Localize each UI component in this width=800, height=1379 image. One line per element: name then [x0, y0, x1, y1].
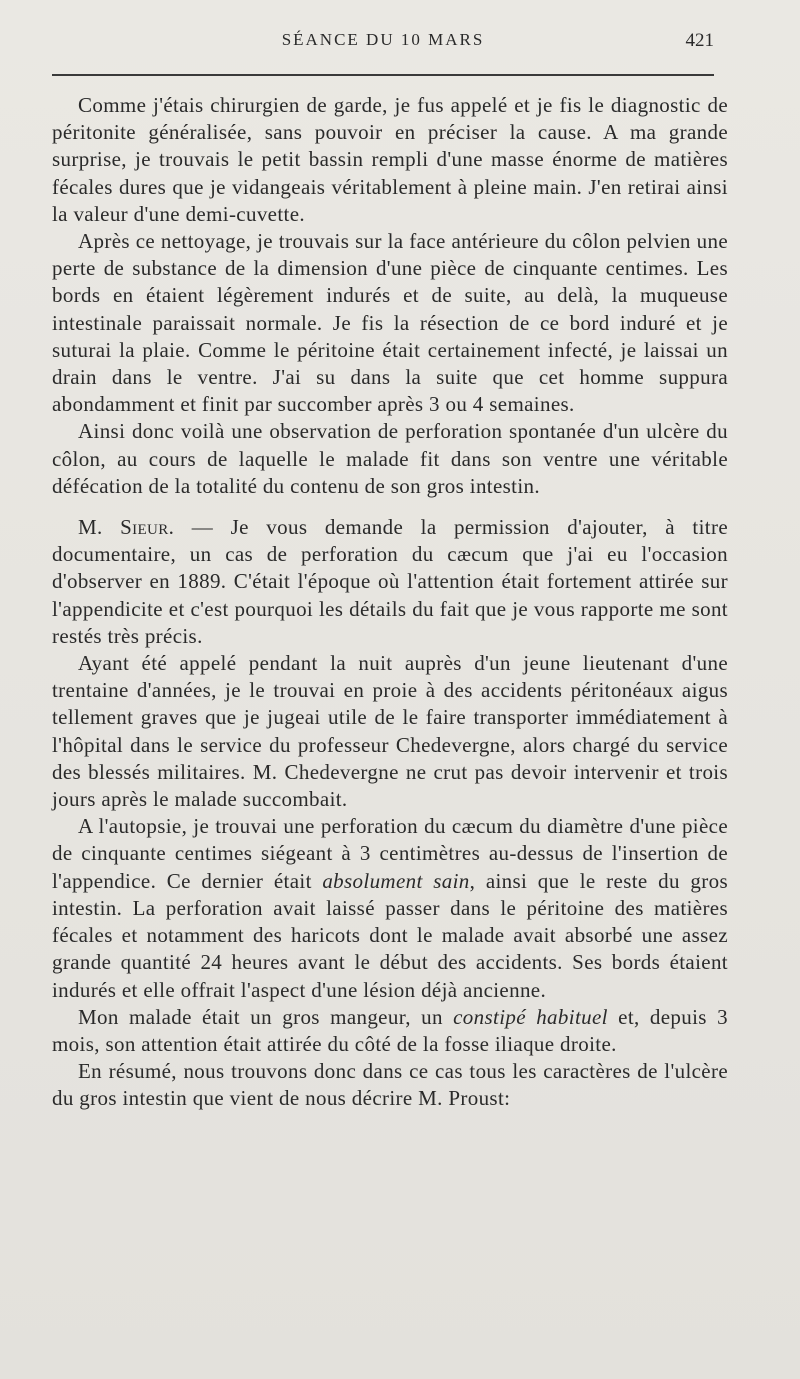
header-rule — [52, 74, 714, 76]
speaker-name: M. Sieur. — [78, 515, 175, 540]
running-head: SÉANCE DU 10 MARS — [281, 30, 485, 49]
paragraph-3 — [52, 418, 728, 500]
paragraph-text: En résumé, nous trouvons donc dans ce cas tous les caractères de l'ulcère du gros intestin que vient de nous décrire M. Proust: — [52, 1059, 728, 1111]
paragraph-8 — [52, 1058, 728, 1112]
article-body — [52, 92, 728, 1113]
italic-phrase: constipé habituel — [453, 1004, 608, 1029]
paragraph-2 — [52, 228, 728, 418]
page-number: 421 — [685, 30, 714, 51]
paragraph-text: Après ce nettoyage, je trouvais sur la face antérieure du côlon pelvien une perte de substance de la dimension d'une pièce de cinquante centimes. Les bords en étaient légèrement indurés et de suite, au delà, la muqueuse intestinale paraissait normale. Je fis la résection de ce bord induré et je suturai la plaie. Comme le péritoine était certainement infecté, je laissai un drain dans le ventre. J'ai su dans la suite que cet homme suppura abondamment et finit par succomber après 3 ou 4 semaines. — [52, 229, 728, 417]
paragraph-text: et, depuis 3 mois, son attention était attirée du côté de la fosse iliaque droite. — [52, 1004, 728, 1056]
paragraph-text: Mon malade était un gros mangeur, un — [78, 1004, 454, 1029]
paragraph-6 — [52, 813, 728, 1003]
paragraph-text: Comme j'étais chirurgien de garde, je fus appelé et je fis le diagnostic de péritonite généralisée, sans pouvoir en préciser la cause. A ma grande surprise, je trouvais le petit bassin rempli d'une masse énorme de matières fécales dures que je vidangeais véritablement à pleine main. J'en retirai ainsi la valeur d'une demi-cuvette. — [52, 93, 728, 226]
paragraph-text: — Je vous demande la permission d'ajouter, à titre documentaire, un cas de perforation du cæcum que j'ai eu l'occasion d'observer en 1889. C'était l'époque où l'attention était fortement attirée sur l'appendicite et c'est pourquoi les détails du fait que je vous rapporte me sont restés très précis. — [52, 515, 728, 648]
paragraph-text: A l'autopsie, je trouvai une perforation du cæcum du diamètre d'une pièce de cinquante centimes siégeant à 3 centimètres au-dessus de l'insertion de l'appendice. Ce dernier était — [52, 814, 728, 893]
paragraph-text: Ayant été appelé pendant la nuit auprès d'un jeune lieutenant d'une trentaine d'années, je le trouvai en proie à des accidents péritonéaux aigus tellement graves que je jugeai utile de le faire transporter immédiatement à l'hôpital dans le service du professeur Chedevergne, alors chargé du service des blessés militaires. M. Chedevergne ne crut pas devoir intervenir et trois jours après le malade succombait. — [52, 651, 728, 812]
paragraph-text: , ainsi que le reste du gros intestin. La perforation avait laissé passer dans le péritoine des matières fécales et notamment des haricots dont le malade avait absorbé une assez grande quantité 24 heures avant le début des accidents. Ses bords étaient indurés et elle offrait l'aspect d'une lésion déjà ancienne. — [52, 868, 728, 1002]
italic-phrase: absolument sain — [322, 868, 470, 893]
paragraph-1 — [52, 92, 728, 228]
paragraph-5 — [52, 650, 728, 813]
paragraph-4 — [52, 514, 728, 650]
paragraph-text: Ainsi donc voilà une observation de perforation spontanée d'un ulcère du côlon, au cours de laquelle le malade fit dans son ventre une véritable défécation de la totalité du contenu de son gros intestin. — [52, 419, 728, 498]
page-header — [52, 30, 714, 60]
paragraph-7 — [52, 1004, 728, 1058]
